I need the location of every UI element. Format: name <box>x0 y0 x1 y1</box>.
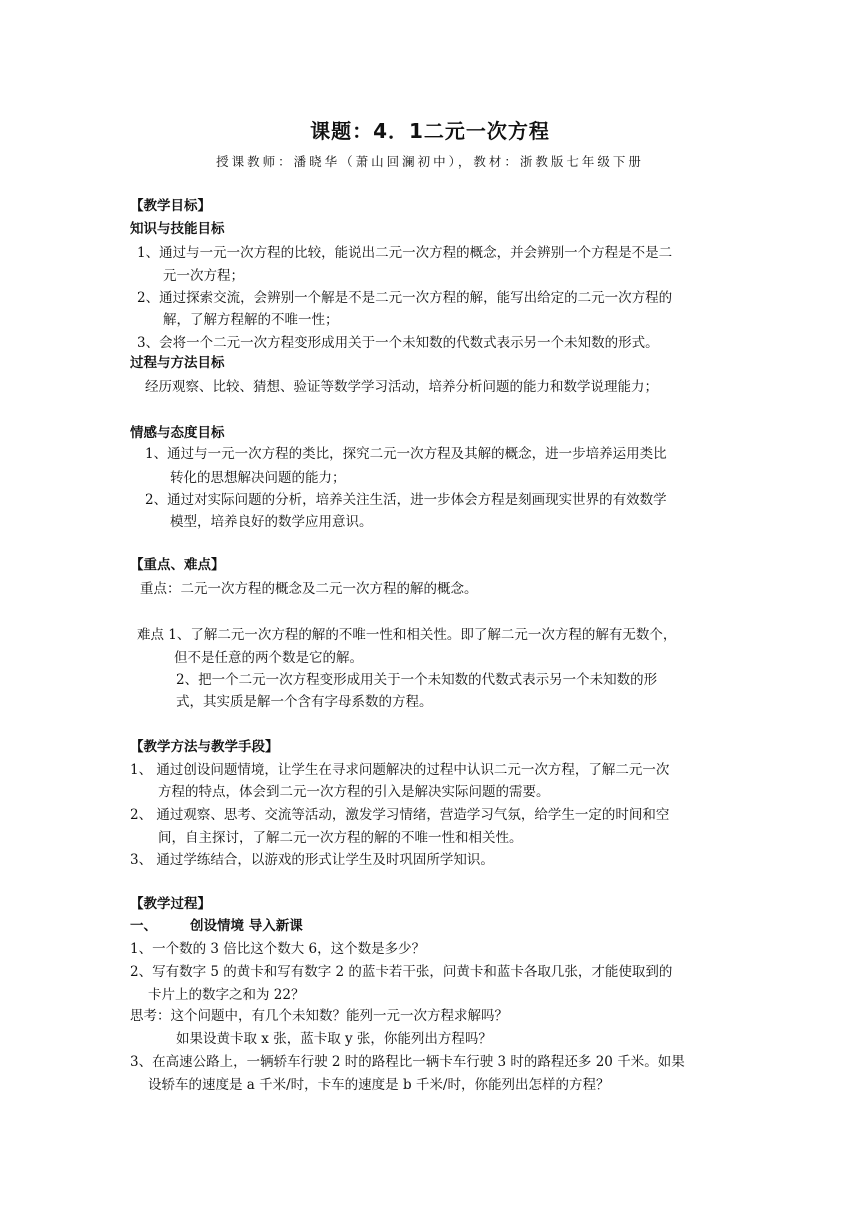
question-3: 3、在高速公路上，一辆轿车行驶 2 时的路程比一辆卡车行驶 3 时的路程还多 20 千米。如果 <box>130 1054 685 1070</box>
methods-heading: 【教学方法与教学手段】 <box>130 739 279 755</box>
difficulty-item-2: 2、把一个二元一次方程变形成用关于一个未知数的代数式表示另一个未知数的形 <box>176 672 658 688</box>
knowledge-item-1-cont: 元一次方程； <box>163 268 244 284</box>
question-3-cont: 设轿车的速度是 a 千米/时，卡车的速度是 b 千米/时，你能列出怎样的方程？ <box>148 1077 610 1093</box>
question-2-cont: 卡片上的数字之和为 22？ <box>148 987 305 1003</box>
method-item-1: 1、 通过创设问题情境，让学生在寻求问题解决的过程中认识二元一次方程，了解二元一次 <box>130 762 670 778</box>
process-method-item-1: 经历观察、比较、猜想、验证等数学学习活动，培养分析问题的能力和数学说理能力； <box>145 379 658 395</box>
key-points-heading: 【重点、难点】 <box>130 557 225 573</box>
emotion-attitude-heading: 情感与态度目标 <box>130 425 225 441</box>
method-item-3: 3、 通过学练结合，以游戏的形式让学生及时巩固所学知识。 <box>130 852 494 868</box>
knowledge-skills-heading: 知识与技能目标 <box>130 221 225 237</box>
knowledge-item-1: 1、通过与一元一次方程的比较，能说出二元一次方程的概念，并会辨别一个方程是不是二 <box>137 245 673 261</box>
section-1-number: 一、 <box>130 918 157 934</box>
method-item-1-cont: 方程的特点，体会到二元一次方程的引入是解决实际问题的需要。 <box>158 784 550 800</box>
method-item-2-cont: 间，自主探讨，了解二元一次方程的解的不唯一性和相关性。 <box>158 830 523 846</box>
emotion-item-1: 1、通过与一元一次方程的类比，探究二元一次方程及其解的概念，进一步培养运用类比 <box>145 446 667 462</box>
page-subtitle: 授课教师：潘晓华（萧山回澜初中），教材：浙教版七年级下册 <box>216 154 644 169</box>
question-1: 1、一个数的 3 倍比这个数大 6，这个数是多少？ <box>130 941 426 957</box>
page-title: 课题：4．1二元一次方程 <box>310 119 550 143</box>
focus-point: 重点：二元一次方程的概念及二元一次方程的解的概念。 <box>140 581 478 597</box>
difficulty-item-2-cont: 式，其实质是解一个含有字母系数的方程。 <box>176 694 433 710</box>
difficulty-item-1: 难点 1、了解二元一次方程的解的不唯一性和相关性。即了解二元一次方程的解有无数个， <box>137 627 677 643</box>
knowledge-item-2-cont: 解，了解方程解的不唯一性； <box>163 312 339 328</box>
knowledge-item-3: 3、会将一个二元一次方程变形成用关于一个未知数的代数式表示另一个未知数的形式。 <box>137 335 659 351</box>
knowledge-item-2: 2、通过探索交流，会辨别一个解是不是二元一次方程的解，能写出给定的二元一次方程的 <box>137 290 673 306</box>
method-item-2: 2、 通过观察、思考、交流等活动，激发学习情绪，营造学习气氛，给学生一定的时间和空 <box>130 807 670 823</box>
emotion-item-2: 2、通过对实际问题的分析，培养关注生活，进一步体会方程是刻画现实世界的有效数学 <box>145 492 667 508</box>
difficulty-item-1-cont: 但不是任意的两个数是它的解。 <box>174 650 363 666</box>
question-2: 2、写有数字 5 的黄卡和写有数字 2 的蓝卡若干张，问黄卡和蓝卡各取几张，才能使取到的 <box>130 964 673 980</box>
think-prompt: 思考：这个问题中，有几个未知数？能列一元一次方程求解吗？ <box>130 1008 508 1024</box>
think-prompt-cont: 如果设黄卡取 x 张，蓝卡取 y 张，你能列出方程吗？ <box>176 1031 492 1047</box>
emotion-item-2-cont: 模型，培养良好的数学应用意识。 <box>170 514 373 530</box>
objectives-heading: 【教学目标】 <box>130 198 211 214</box>
process-heading: 【教学过程】 <box>130 896 211 912</box>
process-method-heading: 过程与方法目标 <box>130 355 225 371</box>
section-1-title: 创设情境 导入新课 <box>190 918 303 934</box>
emotion-item-1-cont: 转化的思想解决问题的能力； <box>170 470 346 486</box>
